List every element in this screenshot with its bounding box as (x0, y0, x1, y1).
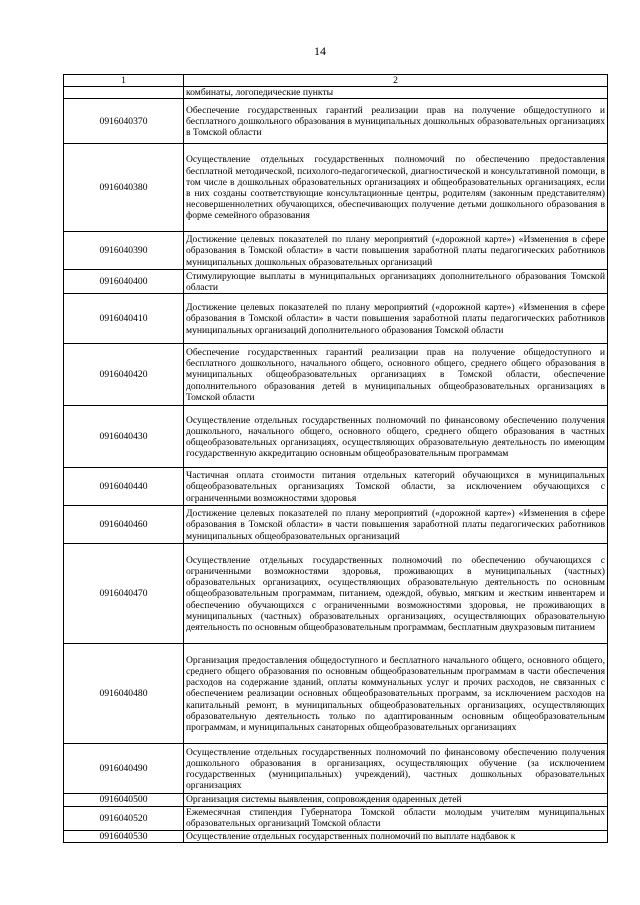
code-cell: 0916040370 (64, 99, 184, 144)
classification-table (63, 74, 608, 843)
table-row (64, 294, 608, 344)
code-cell: 0916040430 (64, 406, 184, 468)
code-cell: 0916040520 (64, 806, 184, 830)
page-number: 14 (314, 44, 326, 58)
code-cell: 0916040390 (64, 232, 184, 270)
description-cell: Осуществление отдельных государственных полномочий по обеспечению предоставления бесплатной методической, психолого-педагогической, диагностической и консультативной помощи, в том числе в дошкольных образовательных организациях и общеобразовательных организациях, если в них созданы соответствующие консультационные центры, родителям (законным представителям) несовершеннолетних обучающихся, обеспечивающих получение детьми дошкольного образования в форме семейного образования (184, 144, 608, 232)
description-cell: Осуществление отдельных государственных полномочий по выплате надбавок к (184, 830, 608, 842)
code-cell: 0916040400 (64, 270, 184, 294)
table-row (64, 468, 608, 506)
description-cell: Стимулирующие выплаты в муниципальных организациях дополнительного образования Томской области (184, 270, 608, 294)
description-cell: Достижение целевых показателей по плану мероприятий («дорожной карте») «Изменения в сфере образования в Томской области» в части повышения заработной платы педагогических работников муниципальных организаций дополнительного образования Томской области (184, 294, 608, 344)
table-row (64, 144, 608, 232)
description-cell: Частичная оплата стоимости питания отдельных категорий обучающихся в муниципальных общеобразовательных организациях Томской области, за исключением обучающихся с ограниченными возможностями здоровья (184, 468, 608, 506)
header-row (64, 75, 608, 87)
description-cell: Обеспечение государственных гарантий реализации прав на получение общедоступного и бесплатного дошкольного, начального общего, основного общего, среднего общего образования в муниципальных общеобразовательных организациях в Томской области, обеспечение дополнительного образования детей в муниципальных общеобразовательных организациях в Томской области (184, 344, 608, 406)
table-row (64, 406, 608, 468)
table-row (64, 344, 608, 406)
table-row (64, 794, 608, 806)
description-cell: Обеспечение государственных гарантий реализации прав на получение общедоступного и бесплатного дошкольного образования в муниципальных дошкольных образовательных организациях в Томской области (184, 99, 608, 144)
table-row (64, 506, 608, 544)
column-header-code: 1 (64, 75, 184, 87)
code-cell: 0916040470 (64, 544, 184, 644)
description-cell: Организация предоставления общедоступного и бесплатного начального общего, основного общего, среднего общего образования по основным общеобразовательным программам в части обеспечения расходов на содержание зданий, оплаты коммунальных услуг и прочих расходов, не связанных с обеспечением реализации основных общеобразовательных программ, за исключением расходов на капитальный ремонт, в муниципальных общеобразовательных организациях, осуществляющих образовательную деятельность только по адаптированным основным общеобразовательным программам, и муниципальных санаторных общеобразовательных организациях (184, 644, 608, 744)
description-cell: Достижение целевых показателей по плану мероприятий («дорожной карте») «Изменения в сфере образования в Томской области» в части повышения заработной платы педагогических работников муниципальных общеобразовательных организаций (184, 506, 608, 544)
code-cell: 0916040460 (64, 506, 184, 544)
code-cell: 0916040420 (64, 344, 184, 406)
description-cell: Осуществление отдельных государственных полномочий по финансовому обеспечению получения дошкольного, начального общего, основного общего, среднего общего образования в частных общеобразовательных организациях, осуществляющих образовательную деятельность по имеющим государственную аккредитацию основным общеобразовательным программам (184, 406, 608, 468)
code-cell: 0916040500 (64, 794, 184, 806)
table-row (64, 232, 608, 270)
code-cell: 0916040410 (64, 294, 184, 344)
description-cell: Организация системы выявления, сопровождения одаренных детей (184, 794, 608, 806)
code-cell: 0916040380 (64, 144, 184, 232)
column-header-description: 2 (184, 75, 608, 87)
description-cell: комбинаты, логопедические пункты (184, 87, 608, 99)
description-cell: Достижение целевых показателей по плану мероприятий («дорожной карте») «Изменения в сфере образования в Томской области» в части повышения заработной платы педагогических работников муниципальных дошкольных образовательных организаций (184, 232, 608, 270)
description-cell: Осуществление отдельных государственных полномочий по финансовому обеспечению получения дошкольного образования в организациях, осуществляющих обучение (за исключением государственных (муниципальных) учреждений), частных дошкольных образовательных организациях (184, 744, 608, 794)
code-cell: 0916040530 (64, 830, 184, 842)
table-row (64, 744, 608, 794)
description-cell: Ежемесячная стипендия Губернатора Томской области молодым учителям муниципальных образовательных организаций Томской области (184, 806, 608, 830)
table-row (64, 544, 608, 644)
code-cell: 0916040490 (64, 744, 184, 794)
code-cell (64, 87, 184, 99)
description-cell: Осуществление отдельных государственных полномочий по обеспечению обучающихся с ограниченными возможностями здоровья, проживающих в муниципальных (частных) образовательных организациях, осуществляющих образовательную деятельность по основным общеобразовательным программам, питанием, одеждой, обувью, мягким и жестким инвентарем и обеспечению обучающихся с ограниченными возможностями здоровья, не проживающих в муниципальных (частных) образовательных организациях, осуществляющих образовательную деятельность по основным общеобразовательным программам, бесплатным двухразовым питанием (184, 544, 608, 644)
table-row (64, 830, 608, 842)
code-cell: 0916040480 (64, 644, 184, 744)
table-row (64, 87, 608, 99)
table-row (64, 270, 608, 294)
table-row (64, 806, 608, 830)
table-row (64, 644, 608, 744)
table-row (64, 99, 608, 144)
code-cell: 0916040440 (64, 468, 184, 506)
